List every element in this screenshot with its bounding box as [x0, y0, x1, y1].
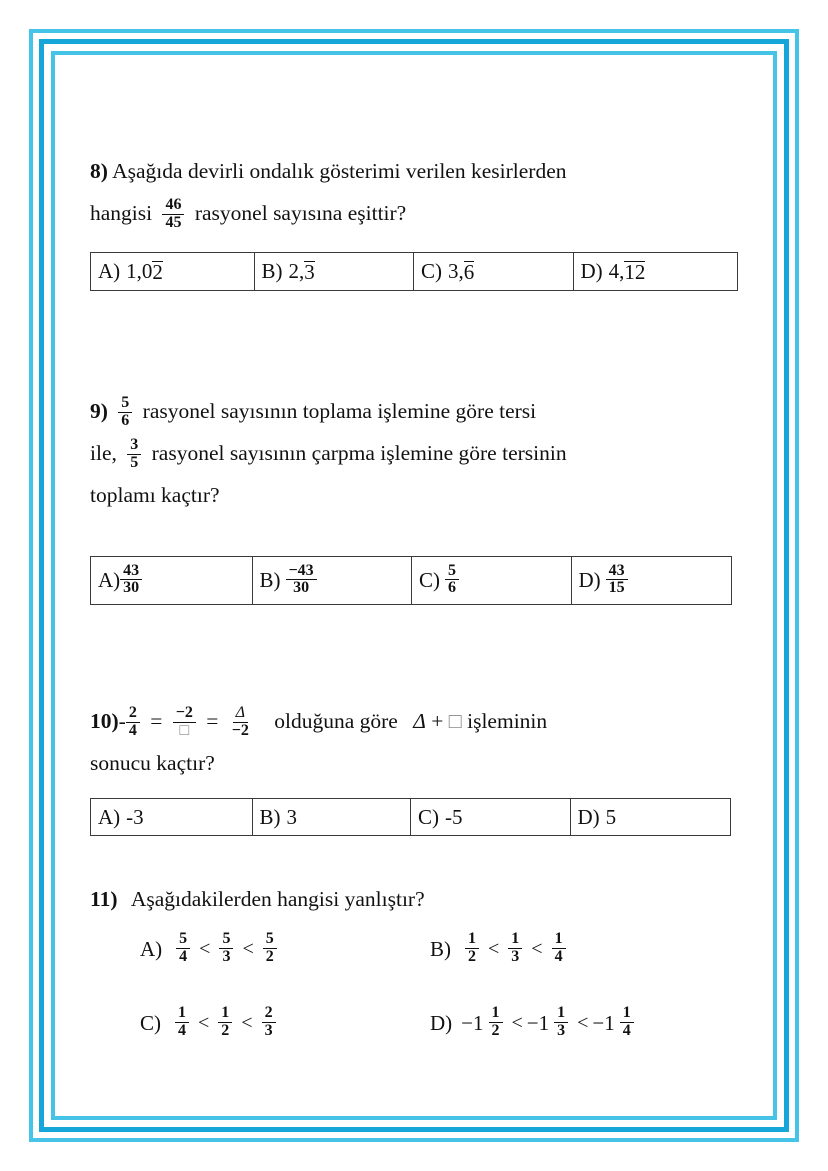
question-10-fraction-3-numerator-delta: Δ [233, 705, 248, 722]
question-11-option-b-term-2-denominator: 3 [511, 947, 520, 965]
question-8-answer-table [90, 252, 738, 291]
question-11-option-d-term-2-denominator: 3 [557, 1021, 566, 1039]
question-8-text-line-2-before: hangisi [90, 201, 153, 225]
question-9-fraction-1-denominator: 6 [121, 411, 130, 429]
question-11-option-c-label: C) [140, 1010, 161, 1035]
question-11-option-b-relation-2: < [531, 937, 543, 960]
question-11-prompt: Aşağıdakilerden hangisi yanlıştır? [130, 887, 425, 911]
question-8-option-a-value: 1,0 [126, 259, 153, 283]
question-10-option-d[interactable] [571, 799, 731, 835]
question-11-option-d-term-1-denominator: 2 [491, 1021, 500, 1039]
question-8-option-a-label: A) [98, 259, 121, 283]
question-10-fraction-minus2-box [173, 705, 196, 739]
question-10-text-tail: işleminin [467, 709, 548, 733]
question-11-option-c-term-1 [175, 1005, 189, 1039]
question-11-option-b-term-2 [508, 931, 522, 965]
question-9-line-2 [90, 432, 750, 474]
question-11-option-c-term-2-denominator: 2 [221, 1021, 230, 1039]
question-11-option-c-term-3 [262, 1005, 276, 1039]
question-9-option-c-numerator: 5 [445, 563, 459, 580]
question-11-option-a-relation-2: < [242, 937, 254, 960]
question-10-fraction-2-4 [126, 705, 140, 739]
question-9-option-d-label: D) [578, 568, 601, 592]
question-9-option-d-numerator: 43 [606, 563, 628, 580]
question-9-option-c[interactable] [412, 557, 572, 604]
question-8-option-c-repeating: 6 [463, 259, 475, 284]
question-8-text-line-1: Aşağıda devirli ondalık gösterimi verilen kesirlerden [112, 159, 567, 183]
question-10-option-d-label: D) [577, 804, 600, 829]
question-10-option-a-value: -3 [126, 804, 144, 829]
question-11-options-row-1 [140, 925, 740, 973]
question-10-option-c-value: -5 [445, 804, 463, 829]
question-10-option-c[interactable] [411, 799, 571, 835]
question-9-option-c-fraction [445, 563, 459, 597]
question-8-option-d-label: D) [580, 259, 603, 283]
question-8-text-line-2-after: rasyonel sayısına eşittir? [194, 201, 407, 225]
question-10-expression-plus: + [431, 709, 444, 733]
question-9-option-d-fraction [606, 563, 628, 597]
question-10-option-d-value: 5 [605, 804, 617, 829]
question-8-option-c[interactable] [414, 253, 574, 290]
question-9-answer-table [90, 556, 732, 605]
question-11-option-c-term-2 [218, 1005, 232, 1039]
question-9-option-b-numerator: −43 [286, 563, 317, 580]
question-11-option-c-relation-2: < [241, 1011, 253, 1034]
question-10-option-c-label: C) [418, 804, 439, 829]
question-8-option-c-label: C) [421, 259, 442, 283]
question-11-option-a-term-1-denominator: 4 [179, 947, 188, 965]
question-9 [90, 390, 750, 516]
question-9-option-d-denominator: 15 [608, 579, 625, 596]
question-10-option-a[interactable] [91, 799, 253, 835]
question-8-fraction-numerator: 46 [162, 197, 184, 214]
question-11-option-b-label: B) [430, 936, 451, 961]
question-9-fraction-2-numerator: 3 [127, 437, 141, 454]
question-10-equals-1: = [150, 709, 163, 733]
question-9-fraction-2-denominator: 5 [130, 453, 139, 471]
question-11-option-c-term-3-numerator: 2 [262, 1005, 276, 1022]
question-11-option-b-term-2-numerator: 1 [508, 931, 522, 948]
question-11-options-row-2 [140, 999, 740, 1047]
question-11-option-b-term-1-numerator: 1 [465, 931, 479, 948]
question-9-text-line-1-after: rasyonel sayısının toplama işlemine göre tersi [142, 399, 537, 423]
question-8-number: 8) [90, 159, 108, 183]
question-9-option-b-fraction [286, 563, 317, 597]
question-11-number: 11) [90, 887, 118, 911]
question-9-fraction-1-numerator: 5 [118, 395, 132, 412]
question-11-options-grid [140, 925, 740, 1047]
question-11-option-d-whole-3: −1 [592, 1010, 615, 1035]
question-11-option-b-term-1 [465, 931, 479, 965]
question-10 [90, 700, 750, 784]
question-9-option-d[interactable] [572, 557, 732, 604]
question-11-option-d-relation-2: < [577, 1011, 589, 1034]
question-9-text-line-2-after: rasyonel sayısının çarpma işlemine göre tersinin [151, 441, 567, 465]
question-10-line-2: sonucu kaçtır? [90, 751, 215, 775]
question-10-equals-2: = [206, 709, 219, 733]
question-8-option-c-value: 3, [448, 259, 464, 283]
question-11-option-c[interactable] [140, 1006, 430, 1040]
question-8-option-d[interactable] [574, 253, 737, 290]
question-11-option-a-label: A) [140, 936, 163, 961]
question-10-option-b-value: 3 [286, 804, 297, 829]
question-10-answer-table [90, 798, 731, 836]
question-11-option-b-term-1-denominator: 2 [468, 947, 476, 965]
question-8-option-a[interactable] [91, 253, 255, 290]
question-9-line-3: toplamı kaçtır? [90, 483, 220, 507]
question-11-option-a-relation-1: < [199, 937, 211, 960]
question-11-option-b-term-3 [552, 931, 566, 965]
question-11-option-c-term-3-denominator: 3 [264, 1021, 273, 1039]
question-10-text-after-equation: olduğuna göre [274, 709, 398, 733]
question-10-expression-box: □ [448, 709, 462, 733]
question-9-option-a-fraction [120, 563, 142, 597]
question-8-line-2 [90, 192, 750, 234]
question-8-option-a-repeating: 2 [152, 259, 163, 284]
question-11-option-d-term-2-numerator: 1 [554, 1005, 568, 1022]
question-10-fraction-2-numerator: −2 [173, 705, 196, 722]
question-10-expression-delta: Δ [413, 709, 426, 733]
question-11-option-b-relation-1: < [488, 937, 500, 960]
question-9-option-b-label: B) [259, 568, 281, 592]
question-11-option-d-term-3-denominator: 4 [622, 1021, 631, 1039]
question-10-fraction-2-denominator-box: □ [179, 721, 190, 739]
question-10-fraction-1-numerator: 2 [126, 705, 140, 722]
question-11-option-c-term-1-denominator: 4 [178, 1021, 186, 1039]
question-11-option-c-term-1-numerator: 1 [175, 1005, 189, 1022]
question-9-line-1 [90, 390, 750, 432]
question-9-option-a[interactable] [91, 557, 253, 604]
question-8-option-b[interactable] [255, 253, 415, 290]
question-11-option-b-term-3-denominator: 4 [554, 947, 563, 965]
question-11-option-d-term-1 [489, 1005, 503, 1039]
question-11-option-a-term-3-denominator: 2 [265, 947, 274, 965]
question-9-fraction-5-6 [118, 395, 132, 429]
question-8-option-b-repeating: 3 [304, 259, 315, 284]
question-9-option-c-label: C) [419, 568, 440, 592]
question-10-fraction-delta-minus2 [229, 705, 252, 739]
question-11-option-a-term-2-numerator: 5 [219, 931, 233, 948]
question-11-option-c-term-2-numerator: 1 [218, 1005, 232, 1022]
question-11-option-d-term-3-numerator: 1 [620, 1005, 634, 1022]
question-11-option-d-whole-1: −1 [461, 1010, 484, 1035]
question-9-option-b[interactable] [253, 557, 413, 604]
question-9-number: 9) [90, 399, 108, 423]
question-9-option-b-denominator: 30 [293, 579, 310, 596]
question-10-option-b[interactable] [253, 799, 412, 835]
question-9-option-a-numerator: 43 [120, 563, 142, 580]
question-9-option-a-label: A) [98, 568, 121, 592]
question-8-option-d-repeating: 12 [624, 259, 646, 284]
question-11-option-a-term-2-denominator: 3 [222, 947, 231, 965]
question-8-option-d-value: 4, [608, 259, 625, 283]
question-11-option-d[interactable] [430, 1006, 639, 1040]
question-11-option-a-term-3-numerator: 5 [263, 931, 277, 948]
question-11 [90, 878, 750, 920]
question-8-fraction-denominator: 45 [165, 213, 182, 231]
question-11-option-d-term-1-numerator: 1 [489, 1005, 503, 1022]
question-10-line-1 [90, 700, 750, 742]
question-11-option-d-whole-2: −1 [526, 1010, 550, 1035]
question-8-fraction-46-45 [162, 197, 184, 231]
question-11-option-b-term-3-numerator: 1 [552, 931, 566, 948]
question-8-option-b-value: 2, [288, 259, 305, 283]
question-10-leading-minus: - [118, 709, 126, 733]
question-10-option-a-label: A) [98, 804, 121, 829]
question-11-option-a-term-2 [219, 931, 233, 965]
question-11-line-1 [90, 878, 750, 920]
question-10-number: 10) [90, 709, 119, 733]
question-11-option-c-relation-1: < [198, 1011, 210, 1034]
question-9-text-line-2-before: ile, [90, 441, 117, 465]
question-11-option-d-term-2 [554, 1005, 568, 1039]
question-9-option-a-denominator: 30 [123, 579, 140, 596]
question-11-option-a-term-3 [263, 931, 277, 965]
question-11-option-a-term-1-numerator: 5 [176, 931, 190, 948]
question-11-option-a[interactable] [140, 932, 430, 966]
question-11-option-d-relation-1: < [511, 1011, 523, 1034]
question-8 [90, 150, 750, 234]
question-9-fraction-3-5 [127, 437, 141, 471]
question-8-line-1 [90, 150, 750, 192]
question-9-option-c-denominator: 6 [448, 579, 456, 596]
question-8-option-b-label: B) [261, 259, 283, 283]
question-10-option-b-label: B) [259, 804, 281, 829]
question-11-option-a-term-1 [176, 931, 190, 965]
question-11-option-b[interactable] [430, 932, 571, 966]
question-11-option-d-term-3 [620, 1005, 634, 1039]
question-11-option-d-label: D) [430, 1010, 453, 1035]
question-10-fraction-3-denominator: −2 [231, 721, 249, 739]
question-10-fraction-1-denominator: 4 [128, 721, 137, 739]
